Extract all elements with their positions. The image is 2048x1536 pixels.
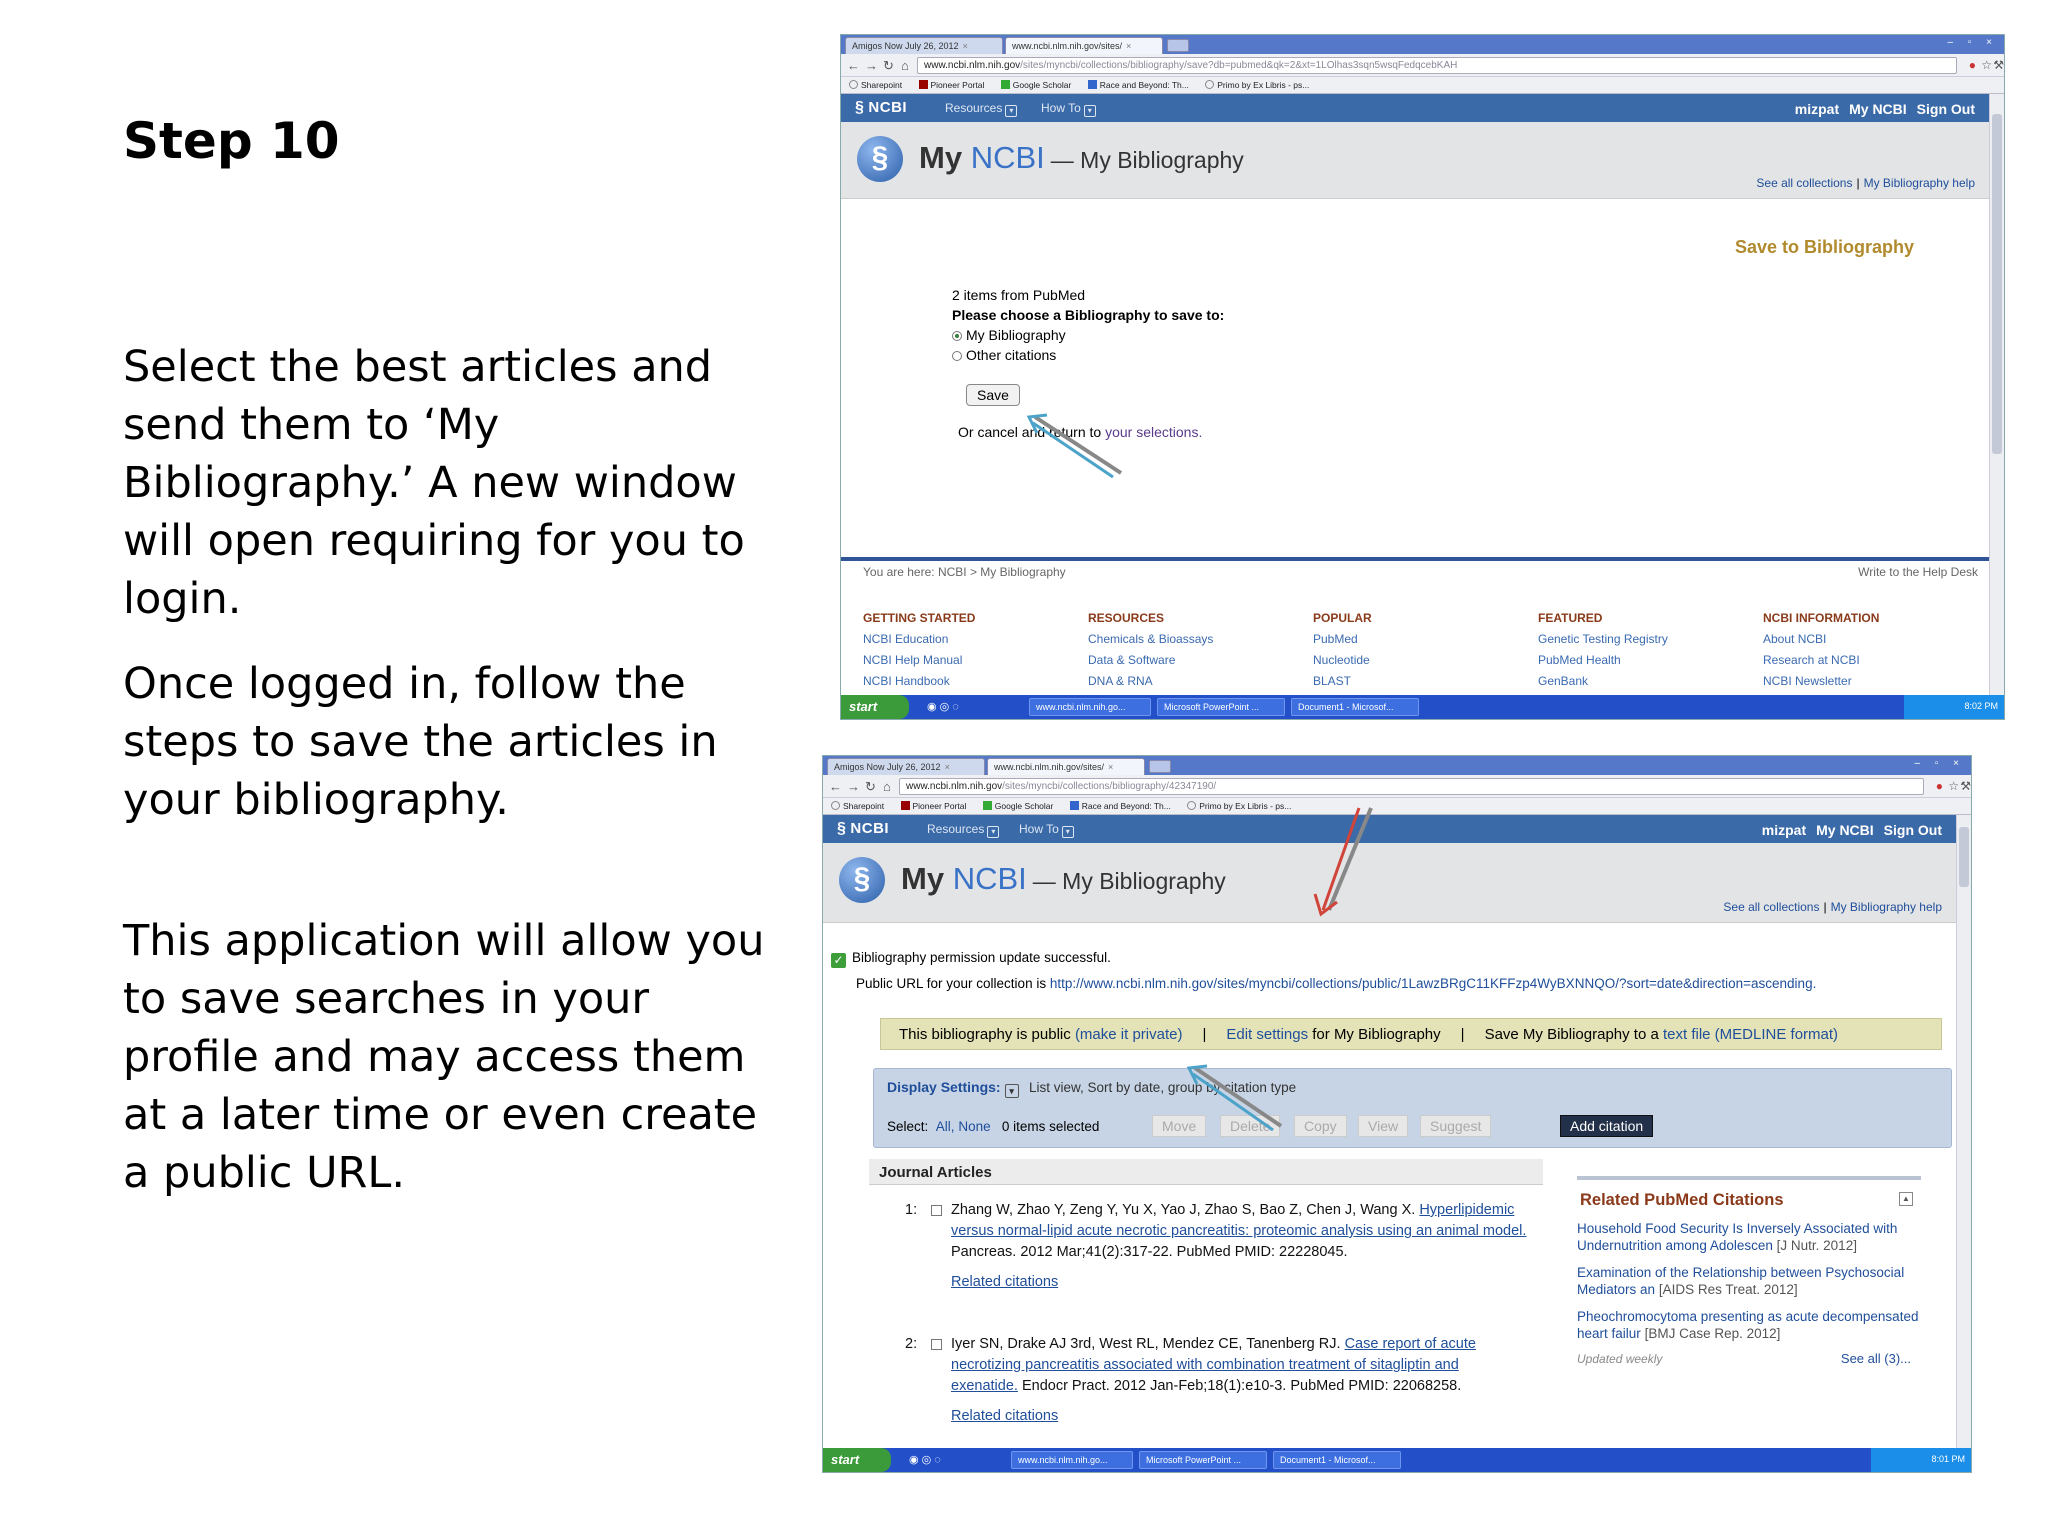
- windows-taskbar: [841, 695, 2004, 719]
- move-button[interactable]: Move: [1152, 1115, 1206, 1137]
- footer-col-ncbi-information: NCBI INFORMATION About NCBI Research at NCBI NCBI Newsletter: [1763, 608, 1983, 692]
- sign-out-link[interactable]: Sign Out: [1916, 101, 1975, 117]
- items-count: 2 items from PubMed: [952, 287, 1086, 303]
- your-selections-link[interactable]: your selections.: [1105, 424, 1203, 440]
- abp-icon[interactable]: ●: [1968, 58, 1976, 72]
- footer-link[interactable]: PubMed Health: [1538, 653, 1621, 667]
- footer-link[interactable]: About NCBI: [1763, 632, 1827, 646]
- chevron-down-icon: ▾: [1084, 105, 1096, 117]
- screenshot-my-bibliography: [822, 755, 1972, 1473]
- footer-link[interactable]: Chemicals & Bioassays: [1088, 632, 1214, 646]
- system-tray: [1904, 695, 2004, 719]
- back-icon[interactable]: ←: [829, 779, 842, 794]
- bookmark-race-and-beyond[interactable]: Race and Beyond: Th...: [1070, 801, 1171, 811]
- footer-col-popular: POPULAR PubMed Nucleotide BLAST: [1313, 608, 1533, 692]
- bookmarks-bar: [823, 798, 1971, 815]
- username-link[interactable]: mizpat: [1794, 101, 1840, 117]
- scroll-thumb[interactable]: [1959, 827, 1969, 887]
- myncbi-logo-icon: §: [839, 857, 885, 903]
- annotation-arrow-blue: [1183, 1062, 1293, 1132]
- suggest-button[interactable]: Suggest: [1420, 1115, 1491, 1137]
- scroll-thumb[interactable]: [1992, 114, 2002, 454]
- select-none-link[interactable]: None: [958, 1119, 991, 1134]
- related-title: Related PubMed Citations: [1580, 1191, 1784, 1209]
- citation-checkbox[interactable]: [931, 1339, 942, 1350]
- close-tab-icon[interactable]: ×: [1108, 762, 1114, 772]
- taskbar-task-powerpoint[interactable]: Microsoft PowerPoint ...: [1139, 1451, 1267, 1469]
- text-file-link[interactable]: text file (MEDLINE format): [1663, 1026, 1839, 1043]
- wrench-icon[interactable]: ⚒: [1993, 58, 2004, 72]
- footer-link[interactable]: GenBank: [1538, 674, 1589, 688]
- myncbi-header: [841, 122, 1989, 199]
- bookmark-pioneer-portal[interactable]: Pioneer Portal: [919, 80, 985, 90]
- star-icon[interactable]: ☆: [1981, 58, 1992, 72]
- header-links: See all collections | My Bibliography help: [1723, 900, 1942, 914]
- windows-taskbar: [823, 1448, 1971, 1472]
- see-all-collections-link[interactable]: See all collections: [1756, 176, 1853, 190]
- resources-menu[interactable]: Resources ▾: [927, 822, 999, 838]
- chevron-down-icon: ▾: [1005, 1084, 1019, 1098]
- footer-col-featured: FEATURED Genetic Testing Registry PubMed Health GenBank: [1538, 608, 1758, 692]
- bookmark-pioneer-portal[interactable]: Pioneer Portal: [901, 801, 967, 811]
- start-button[interactable]: start: [823, 1448, 891, 1472]
- ncbi-logo[interactable]: § NCBI: [855, 99, 908, 116]
- help-desk-link[interactable]: Write to the Help Desk: [1858, 565, 1978, 579]
- related-item[interactable]: Pheochromocytoma presenting as acute decompensated heart failur [BMJ Case Rep. 2012]: [1577, 1309, 1919, 1341]
- quicklaunch-icons[interactable]: ◉ ◎ ◌: [927, 701, 959, 713]
- bookmark-primo[interactable]: Primo by Ex Libris - ps...: [1205, 80, 1309, 90]
- star-icon[interactable]: ☆: [1948, 779, 1959, 793]
- bibliography-help-link[interactable]: My Bibliography help: [1863, 176, 1975, 190]
- bibliography-actions-bar: This bibliography is public (make it private) | Edit settings for My Bibliography | Save My Bibliography to a text file (MEDLINE format): [880, 1018, 1942, 1050]
- journal-articles-heading: Journal Articles: [869, 1159, 1543, 1185]
- wrench-icon[interactable]: ⚒: [1960, 779, 1971, 793]
- clock: 8:02 PM: [1964, 701, 1998, 711]
- slide-title: Step 10: [123, 112, 340, 170]
- reload-icon[interactable]: ↻: [865, 779, 876, 794]
- citation-1: 1: Zhang W, Zhao Y, Zeng Y, Yu X, Yao J, Zhao S, Bao Z, Chen J, Wang X. Hyperlipidemic versus normal-lipid acute necrotic pancreatitis: proteomic analysis using an animal model. Pancreas. 2012 Mar;41(2):317-22. PubMed PMID: 22228045. Related citations: [909, 1200, 1529, 1293]
- howto-menu[interactable]: How To ▾: [1041, 101, 1096, 117]
- ncbi-topbar: [823, 815, 1956, 843]
- instruction-paragraph-3: This application will allow you to save searches in your profile and may access them at a later time or even create a public URL.: [123, 916, 765, 1198]
- citation-title-link[interactable]: Case report of acute necrotizing pancreatitis associated with combination treatment of sitagliptin and exenatide.: [951, 1336, 1476, 1394]
- sign-out-link[interactable]: Sign Out: [1883, 822, 1942, 838]
- breadcrumb: You are here: NCBI > My Bibliography: [863, 565, 1066, 579]
- bookmark-race-and-beyond[interactable]: Race and Beyond: Th...: [1088, 80, 1189, 90]
- home-icon[interactable]: ⌂: [901, 58, 909, 73]
- copy-button[interactable]: Copy: [1294, 1115, 1347, 1137]
- choose-prompt: Please choose a Bibliography to save to:: [952, 307, 1225, 323]
- my-ncbi-link[interactable]: My NCBI: [1816, 822, 1874, 838]
- ncbi-topbar: [841, 94, 1989, 122]
- select-row: Select: All, None 0 items selected: [887, 1119, 1100, 1134]
- footer-link[interactable]: NCBI Handbook: [863, 674, 950, 688]
- howto-menu[interactable]: How To ▾: [1019, 822, 1074, 838]
- page-title: My NCBI — My Bibliography: [919, 140, 1244, 175]
- taskbar-task-word[interactable]: Document1 - Microsof...: [1291, 698, 1419, 716]
- radio-selected-icon[interactable]: [952, 331, 962, 341]
- footer-col-resources: RESOURCES Chemicals & Bioassays Data & Software DNA & RNA: [1088, 608, 1308, 692]
- forward-icon[interactable]: →: [865, 58, 878, 73]
- save-to-bibliography-title: Save to Bibliography: [1734, 237, 1914, 257]
- instruction-paragraph-1: Select the best articles and send them to ‘My Bibliography.’ A new window will open requiring for you to login.: [123, 342, 745, 624]
- footer-link[interactable]: Research at NCBI: [1763, 653, 1860, 667]
- screenshot-save-to-bibliography: [840, 34, 2005, 720]
- footer-link[interactable]: DNA & RNA: [1088, 674, 1153, 688]
- footer-link[interactable]: BLAST: [1313, 674, 1352, 688]
- taskbar-task-powerpoint[interactable]: Microsoft PowerPoint ...: [1157, 698, 1285, 716]
- select-all-link[interactable]: All,: [935, 1119, 955, 1134]
- myncbi-logo-icon: §: [857, 136, 903, 182]
- related-item[interactable]: Household Food Security Is Inversely Associated with Undernutrition among Adolescen [J Nutr. 2012]: [1577, 1221, 1898, 1253]
- related-item[interactable]: Examination of the Relationship between Psychosocial Mediators an [AIDS Res Treat. 2012]: [1577, 1265, 1905, 1297]
- delete-button[interactable]: Delete: [1220, 1115, 1280, 1137]
- related-citations-link[interactable]: Related citations: [951, 1274, 1059, 1290]
- footer-link[interactable]: Genetic Testing Registry: [1538, 632, 1668, 646]
- tab-bar: [823, 756, 1971, 775]
- user-links: [1752, 822, 1942, 838]
- chevron-down-icon: ▾: [1005, 105, 1017, 117]
- footer-divider: [841, 557, 1989, 561]
- taskbar-task-browser[interactable]: www.ncbi.nlm.nih.go...: [1029, 698, 1151, 716]
- browser-tab-amigos[interactable]: Amigos Now July 26, 2012 ×: [827, 758, 985, 775]
- check-icon: ✓: [831, 953, 846, 968]
- nav-bar: [841, 54, 2004, 77]
- see-all-link[interactable]: See all (3)...: [1840, 1351, 1911, 1366]
- system-tray: [1871, 1448, 1971, 1472]
- clock: 8:01 PM: [1931, 1454, 1965, 1464]
- reload-icon[interactable]: ↻: [883, 58, 894, 73]
- taskbar-task-browser[interactable]: www.ncbi.nlm.nih.go...: [1011, 1451, 1133, 1469]
- footer-link[interactable]: NCBI Help Manual: [863, 653, 963, 667]
- related-footer: Updated weekly See all (3)...: [1577, 1351, 1911, 1366]
- ncbi-helix-icon: §: [855, 99, 865, 116]
- abp-icon[interactable]: ●: [1935, 779, 1943, 793]
- see-all-collections-link[interactable]: See all collections: [1723, 900, 1820, 914]
- bookmark-primo[interactable]: Primo by Ex Libris - ps...: [1187, 801, 1291, 811]
- header-links: See all collections | My Bibliography help: [1756, 176, 1975, 190]
- view-button[interactable]: View: [1358, 1115, 1408, 1137]
- taskbar-task-word[interactable]: Document1 - Microsof...: [1273, 1451, 1401, 1469]
- display-settings-toggle[interactable]: Display Settings: ▾: [887, 1079, 1019, 1098]
- make-private-link[interactable]: (make it private): [1074, 1026, 1183, 1043]
- bookmark-google-scholar[interactable]: Google Scholar: [983, 801, 1054, 811]
- browser-tab-ncbi[interactable]: www.ncbi.nlm.nih.gov/sites/ ×: [1005, 37, 1163, 54]
- close-tab-icon[interactable]: ×: [962, 41, 968, 51]
- bookmark-google-scholar[interactable]: Google Scholar: [1001, 80, 1072, 90]
- cancel-line: Or cancel and return to your selections.: [958, 424, 1203, 440]
- bookmark-sharepoint[interactable]: Sharepoint: [831, 801, 884, 811]
- tab-bar: [841, 35, 2004, 54]
- collapse-icon[interactable]: ▲: [1899, 1192, 1913, 1206]
- radio-other-citations[interactable]: Other citations: [952, 345, 1224, 365]
- close-tab-icon[interactable]: ×: [1126, 41, 1132, 51]
- related-citations-panel: [1577, 1176, 1921, 1366]
- quicklaunch-icons[interactable]: ◉ ◎ ◌: [909, 1454, 941, 1466]
- home-icon[interactable]: ⌂: [883, 779, 891, 794]
- browser-tab-ncbi[interactable]: www.ncbi.nlm.nih.gov/sites/ ×: [987, 758, 1145, 775]
- radio-my-bibliography[interactable]: My Bibliography: [952, 325, 1224, 345]
- related-citations-link[interactable]: Related citations: [951, 1408, 1059, 1424]
- success-message: ✓ Bibliography permission update successful.: [831, 950, 1111, 968]
- page-scrollbar[interactable]: [1989, 94, 2004, 695]
- window-controls[interactable]: – ▫ ×: [1947, 37, 1998, 48]
- start-button[interactable]: start: [841, 695, 909, 719]
- add-citation-button[interactable]: Add citation: [1560, 1115, 1653, 1137]
- page-title: My NCBI — My Bibliography: [901, 861, 1226, 896]
- radio-unselected-icon[interactable]: [952, 351, 962, 361]
- back-icon[interactable]: ←: [847, 58, 860, 73]
- ncbi-logo[interactable]: § NCBI: [837, 820, 890, 837]
- display-settings-panel: [873, 1068, 1952, 1148]
- public-url-line: Public URL for your collection is http://www.ncbi.nlm.nih.gov/sites/myncbi/collections/public/1LawzBRgC11KFFzp4WyBXNNQO/?sort=date&direction=ascending.: [856, 976, 1817, 991]
- instruction-paragraph-2: Once logged in, follow the steps to save the articles in your bibliography.: [123, 659, 718, 825]
- display-view-summary: List view, Sort by date, group by citation type: [1029, 1080, 1297, 1095]
- citation-checkbox[interactable]: [931, 1205, 942, 1216]
- save-button[interactable]: Save: [966, 384, 1020, 406]
- bibliography-help-link[interactable]: My Bibliography help: [1830, 900, 1942, 914]
- browser-tab-amigos[interactable]: Amigos Now July 26, 2012 ×: [845, 37, 1003, 54]
- page-scrollbar[interactable]: [1956, 815, 1971, 1448]
- chevron-down-icon: ▾: [987, 826, 999, 838]
- footer-link[interactable]: Data & Software: [1088, 653, 1176, 667]
- my-ncbi-link[interactable]: My NCBI: [1849, 101, 1907, 117]
- resources-menu[interactable]: Resources ▾: [945, 101, 1017, 117]
- chevron-down-icon: ▾: [1062, 826, 1074, 838]
- username-link[interactable]: mizpat: [1761, 822, 1807, 838]
- footer-col-getting-started: GETTING STARTED NCBI Education NCBI Help Manual NCBI Handbook: [863, 608, 1083, 692]
- footer-link[interactable]: PubMed: [1313, 632, 1358, 646]
- window-controls[interactable]: – ▫ ×: [1914, 758, 1965, 769]
- annotation-arrow-blue: [1021, 411, 1131, 481]
- annotation-arrow-red: [1313, 806, 1383, 926]
- edit-settings-link[interactable]: Edit settings: [1226, 1026, 1309, 1043]
- new-tab-button[interactable]: [1167, 39, 1189, 52]
- ncbi-helix-icon: §: [837, 820, 847, 837]
- footer-link[interactable]: NCBI Education: [863, 632, 949, 646]
- citation-2: 2: Iyer SN, Drake AJ 3rd, West RL, Mendez CE, Tanenberg RJ. Case report of acute necrotizing pancreatitis associated with combination treatment of sitagliptin and exenatide. Endocr Pract. 2012 Jan-Feb;18(1):e10-3. PubMed PMID: 22068258. Related citations: [909, 1334, 1529, 1427]
- address-bar[interactable]: www.ncbi.nlm.nih.gov/sites/myncbi/collections/bibliography/42347190/: [899, 778, 1924, 795]
- public-url-link[interactable]: http://www.ncbi.nlm.nih.gov/sites/myncbi/collections/public/1LawzBRgC11KFFzp4WyBXNNQO/?sort=date&direction=ascending.: [1049, 976, 1817, 991]
- footer-link[interactable]: NCBI Newsletter: [1763, 674, 1852, 688]
- close-tab-icon[interactable]: ×: [944, 762, 950, 772]
- footer-link[interactable]: Nucleotide: [1313, 653, 1370, 667]
- bookmarks-bar: [841, 77, 2004, 94]
- bookmark-sharepoint[interactable]: Sharepoint: [849, 80, 902, 90]
- nav-bar: [823, 775, 1971, 798]
- citation-title-link[interactable]: Hyperlipidemic versus normal-lipid acute necrotic pancreatitis: proteomic analysis using an animal model.: [951, 1202, 1527, 1239]
- myncbi-header: [823, 843, 1956, 923]
- forward-icon[interactable]: →: [847, 779, 860, 794]
- save-form: [952, 285, 1224, 365]
- address-bar[interactable]: www.ncbi.nlm.nih.gov/sites/myncbi/collections/bibliography/save?db=pubmed&qk=2&xt=1LOlhas3sqn5wsqFedqcebKAH: [917, 57, 1957, 74]
- user-links: [1785, 101, 1975, 117]
- new-tab-button[interactable]: [1149, 760, 1171, 773]
